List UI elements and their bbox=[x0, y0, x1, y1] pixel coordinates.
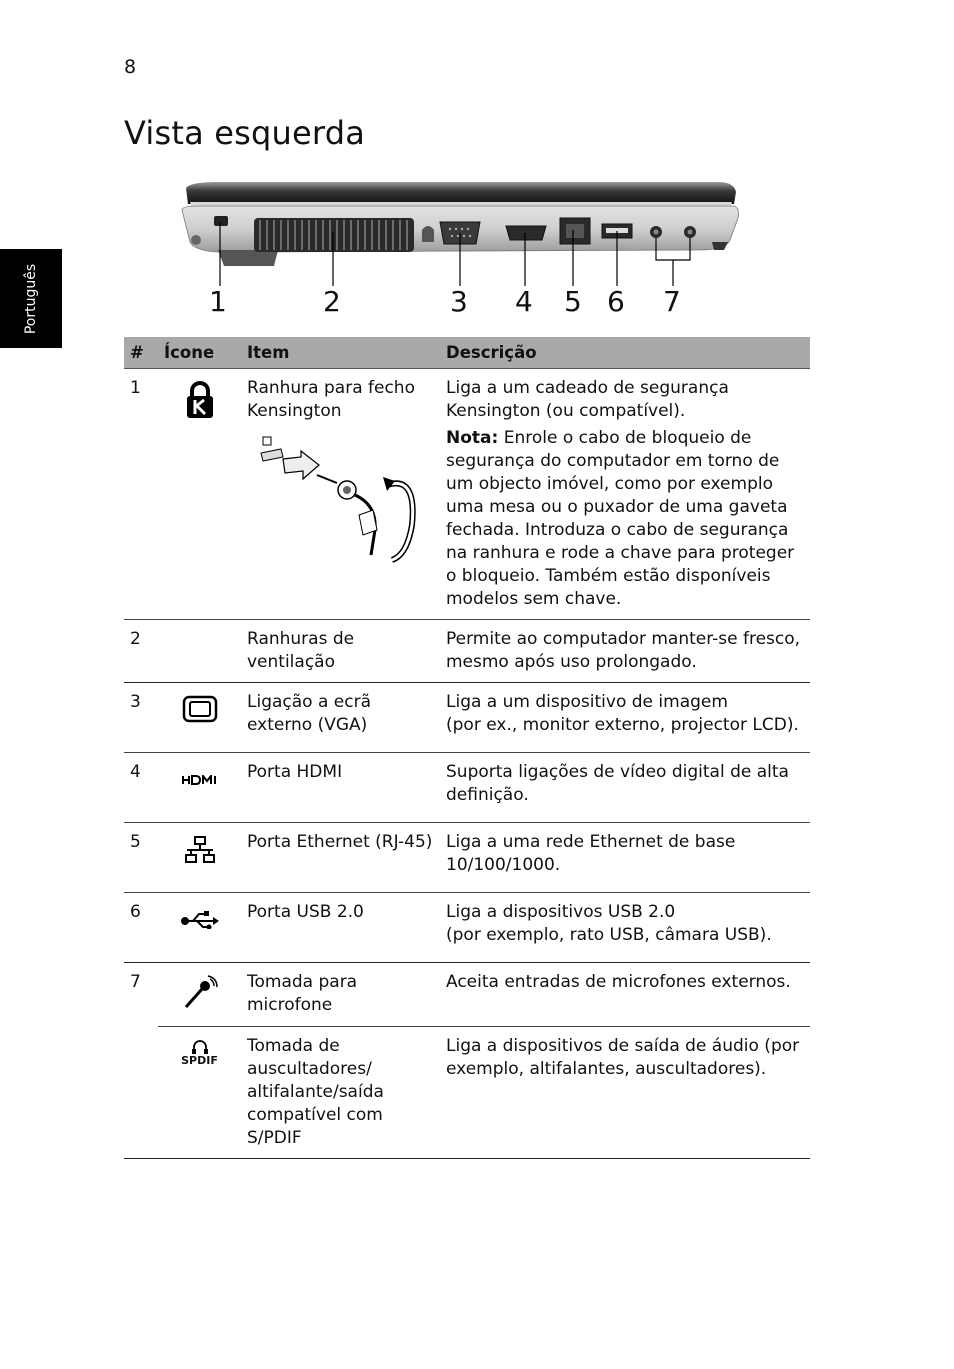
callout-3: 3 bbox=[450, 285, 468, 318]
page-number: 8 bbox=[124, 56, 137, 78]
header-num: # bbox=[124, 337, 158, 368]
row-item: Porta Ethernet (RJ-45) bbox=[241, 822, 440, 892]
table-row bbox=[124, 822, 810, 892]
callout-2: 2 bbox=[323, 285, 341, 318]
ports-table bbox=[124, 337, 810, 1159]
vga-icon bbox=[182, 695, 218, 723]
headphone-icon bbox=[191, 1039, 209, 1055]
header-desc: Descrição bbox=[440, 337, 810, 368]
table-row bbox=[124, 752, 810, 822]
language-side-tab bbox=[0, 249, 62, 348]
header-icon: Ícone bbox=[158, 337, 241, 368]
microphone-icon bbox=[182, 975, 218, 1009]
row-item: Tomada de auscultadores/ altifalante/saída compatível com S/PDIF bbox=[241, 1026, 440, 1158]
table-row bbox=[124, 619, 810, 682]
row-desc-2: (por exemplo, rato USB, câmara USB). bbox=[446, 924, 772, 945]
page-title: Vista esquerda bbox=[124, 114, 366, 152]
row-num: 6 bbox=[124, 892, 158, 962]
callout-7: 7 bbox=[663, 285, 681, 318]
side-tab-label: Português bbox=[23, 263, 39, 334]
row-desc: Liga a dispositivos USB 2.0 bbox=[446, 901, 676, 922]
row-num: 1 bbox=[124, 368, 158, 619]
callout-1: 1 bbox=[209, 285, 227, 318]
table-header-row bbox=[124, 337, 810, 368]
row-desc: Liga a uma rede Ethernet de base 10/100/1000. bbox=[440, 822, 810, 892]
row-num: 7 bbox=[130, 971, 141, 992]
row-num: 5 bbox=[124, 822, 158, 892]
row-item: Ranhura para fecho Kensington bbox=[247, 377, 415, 421]
row-item: Porta HDMI bbox=[241, 752, 440, 822]
row-num: 3 bbox=[124, 682, 158, 752]
table-row bbox=[124, 892, 810, 962]
table-row bbox=[124, 1026, 810, 1158]
row-item: Tomada para microfone bbox=[247, 971, 358, 1015]
row-desc: Aceita entradas de microfones externos. bbox=[446, 971, 791, 992]
row-desc: Liga a um cadeado de segurança Kensington (ou compatível). bbox=[446, 377, 729, 421]
note-label: Nota: bbox=[446, 427, 499, 448]
row-desc: Liga a dispositivos de saída de áudio (por exemplo, altifalantes, auscultadores). bbox=[440, 1026, 810, 1158]
callout-4: 4 bbox=[515, 285, 533, 318]
row-item: Ranhuras de ventilação bbox=[241, 619, 440, 682]
row-item: Ligação a ecrã externo (VGA) bbox=[241, 682, 440, 752]
table-row bbox=[124, 682, 810, 752]
callout-6: 6 bbox=[607, 285, 625, 318]
ethernet-icon bbox=[183, 835, 217, 865]
callout-5: 5 bbox=[564, 285, 582, 318]
row-num: 4 bbox=[124, 752, 158, 822]
table-row bbox=[124, 368, 810, 619]
note-text: Enrole o cabo de bloqueio de segurança do computador em torno de um objecto imóvel, como por exemplo uma mesa ou o puxador de uma gaveta fechada. Introduza o cabo de segurança na ranhura e rode a chave para proteger o bloqueio. Também estão disponíveis modelos sem chave. bbox=[446, 427, 795, 609]
row-item: Porta USB 2.0 bbox=[241, 892, 440, 962]
table-row bbox=[124, 962, 810, 1026]
row-num: 2 bbox=[124, 619, 158, 682]
kensington-lock-icon bbox=[185, 381, 215, 419]
row-desc: Permite ao computador manter-se fresco, mesmo após uso prolongado. bbox=[440, 619, 810, 682]
row-desc-2: (por ex., monitor externo, projector LCD). bbox=[446, 714, 799, 735]
hdmi-icon bbox=[181, 775, 219, 785]
lock-cable-illustration bbox=[247, 435, 417, 565]
row-desc: Suporta ligações de vídeo digital de alta definição. bbox=[440, 752, 810, 822]
usb-icon bbox=[181, 909, 219, 929]
row-desc: Liga a um dispositivo de imagem bbox=[446, 691, 728, 712]
spdif-label: SPDIF bbox=[181, 1053, 218, 1067]
vent-slots bbox=[254, 218, 414, 252]
header-item: Item bbox=[241, 337, 440, 368]
